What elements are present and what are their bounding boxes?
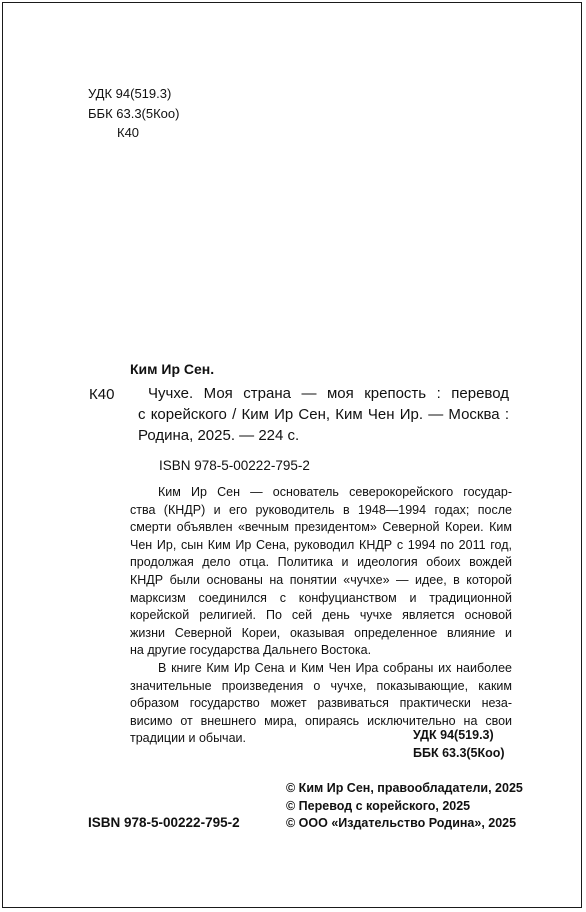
bottom-udk: УДК 94(519.3) (413, 728, 494, 742)
annotation-line: образом государство может развиваться практически неза- (130, 696, 512, 711)
card-description (138, 383, 509, 446)
annotation-line: марксизм соединился с конфуцианством и традиционной (130, 590, 512, 605)
annotation-line: ства (КНДР) и его руководитель в 1948—1994 годах; после (130, 502, 512, 517)
annotation-line: КНДР были основаны на понятии «чучхе» — идее, в которой (130, 572, 512, 587)
annotation-line: В книге Ким Ир Сена и Ким Чен Ира собраны их наиболее (158, 660, 512, 675)
isbn-bottom: ISBN 978-5-00222-795-2 (88, 815, 240, 830)
annotation-line: висимо от внешнего мира, опираясь исключительно на свои (130, 713, 512, 728)
top-author-sign: К40 (117, 125, 140, 140)
top-bbk: ББК 63.3(5Коо) (88, 106, 180, 121)
page-border (2, 2, 582, 908)
annotation-line: жизни Северной Кореи, оказывая определенное влияние и (130, 625, 512, 640)
annotation-line: Чен Ир, сын Ким Ир Сена, руководил КНДР с 1994 по 2011 год, (130, 537, 512, 552)
bottom-bbk: ББК 63.3(5Коо) (413, 746, 505, 760)
annotation-line: Ким Ир Сен — основатель северокорейского государ- (158, 485, 512, 499)
copyright-line: © Перевод с корейского, 2025 (286, 799, 471, 813)
card-isbn: ISBN 978-5-00222-795-2 (159, 458, 310, 473)
card-description-line: Чучхе. Моя страна — моя крепость : перевод (148, 385, 509, 402)
copyright-line: © Ким Ир Сен, правообладатели, 2025 (286, 781, 523, 795)
annotation (130, 484, 512, 748)
card-author-sign: К40 (89, 386, 115, 403)
annotation-line: традиции и обычаи. (130, 731, 246, 746)
card-author-heading: Ким Ир Сен. (130, 361, 215, 377)
annotation-line: значительные произведения о чучхе, показывающие, каким (130, 678, 512, 693)
annotation-line: корейской религией. По сей день чучхе является основой (130, 608, 512, 623)
annotation-line: смерти объявлен «вечным президентом» Северной Кореи. Ким (130, 520, 512, 535)
annotation-line: продолжая дело отца. Политика и идеология обоих вождей (130, 555, 512, 570)
card-description-line: Родина, 2025. — 224 с. (138, 427, 300, 444)
copyright-line: © ООО «Издательство Родина», 2025 (286, 816, 517, 830)
top-udk: УДК 94(519.3) (88, 86, 172, 101)
card-description-line: с корейского / Ким Ир Сен, Ким Чен Ир. — Москва : (138, 406, 509, 423)
annotation-line: на другие государства Дальнего Востока. (130, 643, 372, 658)
